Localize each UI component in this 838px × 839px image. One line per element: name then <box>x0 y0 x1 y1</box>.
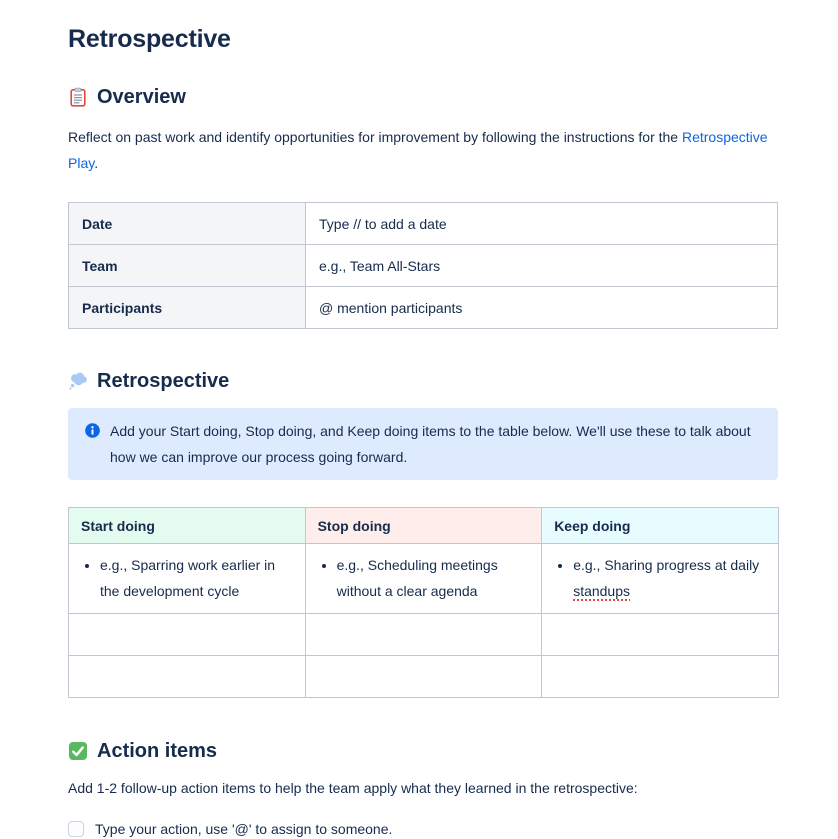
keep-doing-list <box>554 552 766 604</box>
empty-cell[interactable] <box>305 656 542 698</box>
list-item: • e.g., Sparring work earlier in the development cycle <box>100 552 293 604</box>
table-row-date <box>69 203 778 245</box>
retro-table-header-row <box>69 508 779 544</box>
info-icon <box>84 422 101 439</box>
action-item-task <box>68 819 778 839</box>
retro-table-empty-row <box>69 614 779 656</box>
empty-cell[interactable] <box>69 656 306 698</box>
empty-cell[interactable] <box>542 614 779 656</box>
participants-placeholder-cell[interactable]: @ mention participants <box>306 287 778 329</box>
overview-description <box>68 124 778 176</box>
retro-table <box>68 507 779 698</box>
check-mark-button-icon <box>68 741 88 761</box>
action-items-heading-label: Action items <box>97 740 218 762</box>
list-item-text: e.g., Sharing progress at daily <box>573 557 760 573</box>
overview-heading-label: Overview <box>97 86 186 108</box>
overview-table <box>68 202 778 329</box>
empty-cell[interactable] <box>305 614 542 656</box>
retro-table-empty-row <box>69 656 779 698</box>
thought-balloon-icon <box>68 371 88 391</box>
start-doing-list <box>81 552 293 604</box>
column-header-stop-doing: Stop doing <box>305 508 542 544</box>
retrospective-heading-label: Retrospective <box>97 370 230 392</box>
team-placeholder-cell[interactable]: e.g., Team All-Stars <box>306 245 778 287</box>
retro-table-example-row <box>69 544 779 614</box>
keep-doing-cell[interactable] <box>542 544 779 614</box>
start-doing-cell[interactable] <box>69 544 306 614</box>
empty-cell[interactable] <box>69 614 306 656</box>
overview-description-text: Reflect on past work and identify opportunities for improvement by following the instructions for the <box>68 129 679 145</box>
empty-cell[interactable] <box>542 656 779 698</box>
table-row-team <box>69 245 778 287</box>
stop-doing-cell[interactable] <box>305 544 542 614</box>
retrospective-play-link[interactable]: Retrospective Play <box>68 129 768 171</box>
clipboard-icon <box>68 87 88 107</box>
overview-description-suffix: . <box>94 155 99 171</box>
date-placeholder-cell[interactable]: Type // to add a date <box>306 203 778 245</box>
row-label-participants: Participants <box>69 287 306 329</box>
overview-heading <box>68 85 778 109</box>
table-row-participants <box>69 287 778 329</box>
info-panel <box>68 408 778 480</box>
misspelled-word: standups <box>573 583 631 599</box>
row-label-date: Date <box>69 203 306 245</box>
list-item: • e.g., Scheduling meetings without a clear agenda <box>337 552 530 604</box>
stop-doing-list <box>318 552 530 604</box>
task-checkbox-unchecked[interactable] <box>68 821 84 837</box>
page-title: Retrospective <box>68 25 231 53</box>
info-panel-text: Add your Start doing, Stop doing, and Keep doing items to the table below. We'll use these to talk about how we can improve our process going forward. <box>110 423 751 465</box>
action-items-description: Add 1-2 follow-up action items to help the team apply what they learned in the retrospective: <box>68 780 638 796</box>
list-item <box>573 552 766 604</box>
column-header-keep-doing: Keep doing <box>542 508 779 544</box>
retrospective-heading <box>68 369 778 393</box>
task-text[interactable]: Type your action, use '@' to assign to someone. <box>95 821 393 837</box>
column-header-start-doing: Start doing <box>69 508 306 544</box>
action-items-heading <box>68 739 778 763</box>
row-label-team: Team <box>69 245 306 287</box>
